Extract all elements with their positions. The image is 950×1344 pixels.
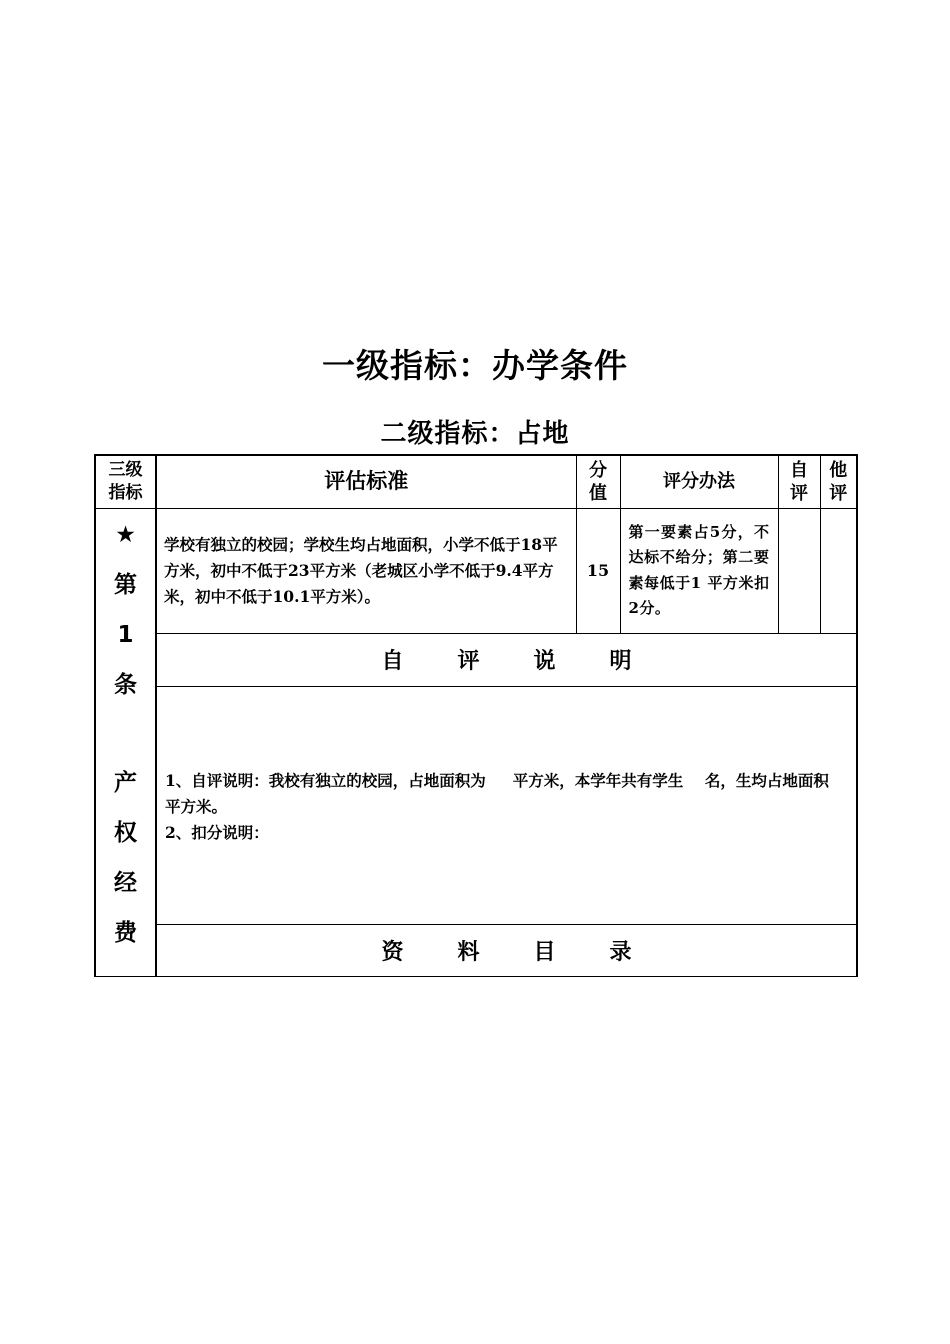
article-label-char: 产 — [114, 769, 137, 796]
criteria-header: 评估标准 — [156, 455, 576, 508]
deduction-line: 2、扣分说明： — [165, 822, 269, 842]
self-eval-header-row — [95, 633, 857, 686]
level3-header-line1: 三级 — [108, 459, 143, 480]
article-label-char: 条 — [114, 671, 137, 698]
self-eval-header-char: 评 — [457, 649, 480, 674]
self-score-cell[interactable] — [778, 508, 820, 633]
materials-header-char: 料 — [457, 939, 480, 965]
self-eval-text[interactable] — [156, 686, 873, 924]
star-icon: ★ — [115, 521, 136, 548]
self-eval-line1: 1、自评说明：我校有独立的校园，占地面积为 平方米，本学年共有学生 名，生均占地面积 平方米。 — [165, 770, 873, 816]
evaluation-table — [94, 454, 873, 977]
self-eval-header-char: 说 — [533, 649, 556, 674]
score-header-line2: 值 — [589, 482, 607, 504]
article-label-char: 1 — [117, 621, 134, 648]
level3-header-line2: 指标 — [108, 482, 143, 503]
self-eval-header-char: 明 — [609, 649, 632, 674]
article-label-gap — [96, 719, 155, 767]
score-header-line1: 分 — [589, 459, 607, 481]
level1-title: 一级指标：办学条件 — [322, 346, 628, 385]
article-label-char: 第 — [114, 571, 137, 598]
other-score-cell[interactable] — [820, 508, 857, 633]
header-row — [95, 455, 857, 508]
article-label — [95, 508, 156, 976]
scoring-method-text: 第一要素占5分，不达标不给分；第二要素每低于1 平方米扣2分。 — [620, 508, 778, 633]
materials-header-char: 目 — [533, 939, 556, 965]
self-eval-body-row — [95, 686, 857, 924]
criteria-row — [95, 508, 857, 633]
score-value: 15 — [576, 508, 620, 633]
materials-header-char: 资 — [381, 939, 404, 965]
self-score-header-line1: 自 — [790, 459, 808, 481]
method-header: 评分办法 — [620, 455, 778, 508]
score-header — [576, 455, 620, 508]
materials-header-row — [95, 924, 857, 976]
self-eval-header-char: 自 — [381, 649, 404, 674]
other-score-header-line2: 评 — [829, 482, 848, 504]
level2-title: 二级指标：占地 — [380, 419, 570, 449]
materials-header — [156, 924, 857, 976]
self-score-header — [778, 455, 820, 508]
self-eval-header — [156, 633, 857, 686]
article-label-char: 权 — [114, 819, 137, 846]
level3-header — [95, 455, 156, 508]
article-label-char: 经 — [114, 869, 137, 896]
criteria-text: 学校有独立的校园；学校生均占地面积，小学不低于18平方米，初中不低于23平方米（老城区小学不低于9.4平方米，初中不低于10.1平方米）。 — [156, 508, 576, 633]
materials-header-char: 录 — [609, 939, 632, 965]
self-score-header-line2: 评 — [790, 482, 808, 504]
article-label-char: 费 — [114, 919, 137, 946]
other-score-header — [820, 455, 857, 508]
other-score-header-line1: 他 — [829, 459, 848, 481]
